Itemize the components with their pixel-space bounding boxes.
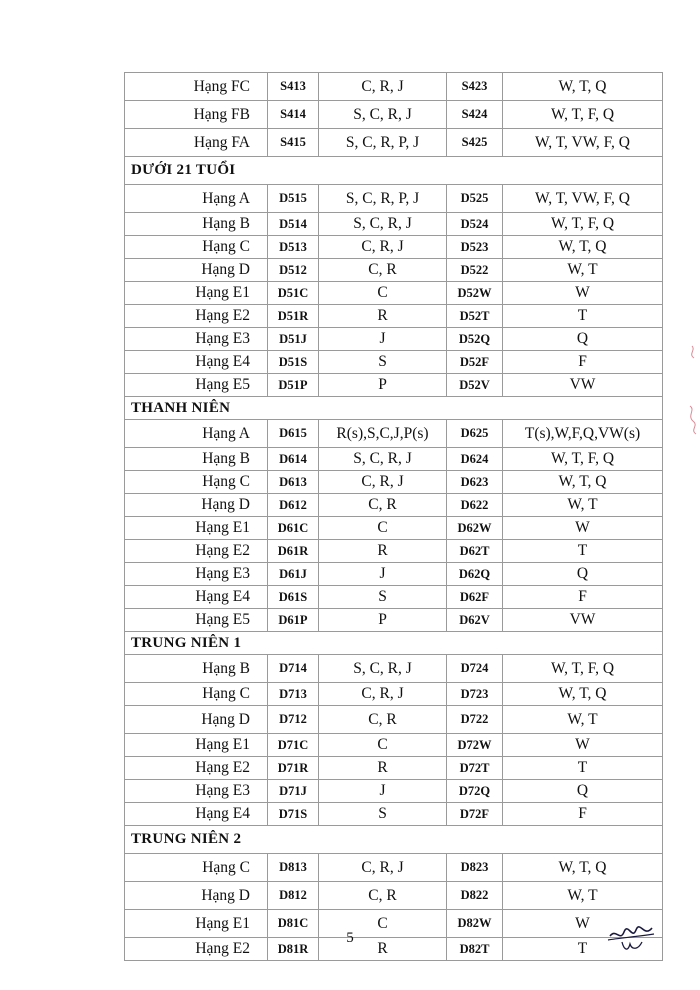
event-list: W [503, 910, 663, 938]
event-list: T [503, 540, 663, 563]
category-name: Hạng C [125, 854, 268, 882]
table-row [125, 734, 663, 757]
event-code: D71C [268, 734, 319, 757]
table-row [125, 655, 663, 683]
event-list: S, C, R, J [319, 101, 447, 129]
category-name: Hạng E5 [125, 374, 268, 397]
margin-stamp-mark [682, 340, 700, 440]
event-code: D72F [447, 803, 503, 826]
category-name: Hạng E4 [125, 351, 268, 374]
category-name: Hạng C [125, 683, 268, 706]
event-list: P [319, 374, 447, 397]
event-list: S, C, R, J [319, 448, 447, 471]
event-code: D82T [447, 938, 503, 961]
event-code: S415 [268, 129, 319, 157]
event-list: J [319, 780, 447, 803]
table-body [125, 73, 663, 961]
event-code: D714 [268, 655, 319, 683]
event-list: C [319, 734, 447, 757]
table-row [125, 803, 663, 826]
event-list: W, T [503, 882, 663, 910]
event-code: D623 [447, 471, 503, 494]
table-row [125, 328, 663, 351]
event-code: D71R [268, 757, 319, 780]
event-code: D813 [268, 854, 319, 882]
event-code: D822 [447, 882, 503, 910]
event-code: D62W [447, 517, 503, 540]
table-row [125, 185, 663, 213]
event-code: D51J [268, 328, 319, 351]
category-name: Hạng E1 [125, 734, 268, 757]
classification-table [124, 72, 663, 961]
category-name: Hạng D [125, 494, 268, 517]
event-list: T [503, 757, 663, 780]
event-code: D51S [268, 351, 319, 374]
table-row [125, 540, 663, 563]
event-list: C, R [319, 882, 447, 910]
table-row [125, 351, 663, 374]
event-code: D62V [447, 609, 503, 632]
event-code: D723 [447, 683, 503, 706]
event-list: C, R, J [319, 73, 447, 101]
event-list: R [319, 757, 447, 780]
table-row [125, 854, 663, 882]
event-list: W, T, Q [503, 471, 663, 494]
event-code: D52T [447, 305, 503, 328]
event-code: D713 [268, 683, 319, 706]
category-name: Hạng D [125, 706, 268, 734]
event-list: Q [503, 780, 663, 803]
event-list: T [503, 938, 663, 961]
event-list: W, T, F, Q [503, 213, 663, 236]
category-name: Hạng E2 [125, 757, 268, 780]
event-code: D625 [447, 420, 503, 448]
section-title: TRUNG NIÊN 2 [125, 826, 663, 854]
event-code: D52Q [447, 328, 503, 351]
event-list: C, R [319, 494, 447, 517]
event-code: D72W [447, 734, 503, 757]
event-code: D52W [447, 282, 503, 305]
event-code: D52V [447, 374, 503, 397]
table-row [125, 73, 663, 101]
table-row [125, 448, 663, 471]
event-list: Q [503, 328, 663, 351]
table-row [125, 236, 663, 259]
event-list: W, T, F, Q [503, 655, 663, 683]
event-code: D61C [268, 517, 319, 540]
category-name: Hạng E1 [125, 910, 268, 938]
event-code: D61J [268, 563, 319, 586]
event-code: D515 [268, 185, 319, 213]
event-list: C [319, 910, 447, 938]
event-code: D62T [447, 540, 503, 563]
category-name: Hạng C [125, 236, 268, 259]
event-list: T [503, 305, 663, 328]
category-name: Hạng D [125, 882, 268, 910]
table-row [125, 609, 663, 632]
event-code: D614 [268, 448, 319, 471]
event-code: D712 [268, 706, 319, 734]
event-code: D82W [447, 910, 503, 938]
category-name: Hạng B [125, 655, 268, 683]
event-list: F [503, 803, 663, 826]
event-code: D52F [447, 351, 503, 374]
category-name: Hạng E3 [125, 563, 268, 586]
event-code: D71J [268, 780, 319, 803]
event-list: W, T, F, Q [503, 448, 663, 471]
event-code: D51R [268, 305, 319, 328]
event-code: D522 [447, 259, 503, 282]
category-name: Hạng E2 [125, 305, 268, 328]
event-code: D62F [447, 586, 503, 609]
event-list: W, T, Q [503, 73, 663, 101]
event-list: C, R [319, 706, 447, 734]
event-code: D613 [268, 471, 319, 494]
event-code: D722 [447, 706, 503, 734]
event-list: W [503, 517, 663, 540]
event-code: D81C [268, 910, 319, 938]
event-code: S425 [447, 129, 503, 157]
table-row [125, 282, 663, 305]
event-list: C, R, J [319, 236, 447, 259]
section-header-row [125, 157, 663, 185]
page-number: 5 [346, 930, 354, 946]
category-name: Hạng A [125, 185, 268, 213]
event-list: S [319, 803, 447, 826]
event-code: D612 [268, 494, 319, 517]
event-code: S413 [268, 73, 319, 101]
event-code: D823 [447, 854, 503, 882]
event-list: F [503, 586, 663, 609]
event-list: R [319, 305, 447, 328]
table-row [125, 586, 663, 609]
event-list: J [319, 328, 447, 351]
event-code: D72T [447, 757, 503, 780]
event-list: W [503, 282, 663, 305]
event-list: F [503, 351, 663, 374]
event-code: D514 [268, 213, 319, 236]
event-list: S, C, R, P, J [319, 185, 447, 213]
event-code: D62Q [447, 563, 503, 586]
category-name: Hạng E1 [125, 282, 268, 305]
category-name: Hạng B [125, 213, 268, 236]
event-code: D81R [268, 938, 319, 961]
category-name: Hạng FA [125, 129, 268, 157]
event-list: W, T, Q [503, 683, 663, 706]
event-code: D61S [268, 586, 319, 609]
event-code: D512 [268, 259, 319, 282]
section-header-row [125, 632, 663, 655]
event-list: W, T, Q [503, 854, 663, 882]
event-list: J [319, 563, 447, 586]
event-list: Q [503, 563, 663, 586]
event-code: D51P [268, 374, 319, 397]
event-code: D525 [447, 185, 503, 213]
event-code: S423 [447, 73, 503, 101]
table-row [125, 259, 663, 282]
table-row [125, 471, 663, 494]
table-row [125, 563, 663, 586]
category-name: Hạng E1 [125, 517, 268, 540]
table-row [125, 129, 663, 157]
category-name: Hạng E4 [125, 586, 268, 609]
section-header-row [125, 826, 663, 854]
category-name: Hạng E3 [125, 780, 268, 803]
category-name: Hạng C [125, 471, 268, 494]
category-name: Hạng D [125, 259, 268, 282]
table-row [125, 494, 663, 517]
event-list: W, T [503, 259, 663, 282]
event-code: D622 [447, 494, 503, 517]
event-list: W, T [503, 706, 663, 734]
event-list: C, R, J [319, 471, 447, 494]
event-code: D523 [447, 236, 503, 259]
table-row [125, 213, 663, 236]
table-row [125, 706, 663, 734]
category-name: Hạng FC [125, 73, 268, 101]
event-list: S, C, R, J [319, 655, 447, 683]
event-list: S [319, 586, 447, 609]
category-name: Hạng E3 [125, 328, 268, 351]
event-list: C, R [319, 259, 447, 282]
event-list: W, T [503, 494, 663, 517]
event-list: R [319, 938, 447, 961]
event-code: D71S [268, 803, 319, 826]
event-list: C [319, 282, 447, 305]
event-code: D624 [447, 448, 503, 471]
event-code: D513 [268, 236, 319, 259]
section-title: TRUNG NIÊN 1 [125, 632, 663, 655]
event-code: D524 [447, 213, 503, 236]
event-code: D61P [268, 609, 319, 632]
table-row [125, 101, 663, 129]
event-code: D615 [268, 420, 319, 448]
event-list: VW [503, 609, 663, 632]
event-code: S424 [447, 101, 503, 129]
event-code: S414 [268, 101, 319, 129]
table-row [125, 305, 663, 328]
section-title: DƯỚI 21 TUỔI [125, 157, 663, 185]
section-title: THANH NIÊN [125, 397, 663, 420]
table-row [125, 780, 663, 803]
signature-icon [604, 920, 656, 954]
event-list: W, T, VW, F, Q [503, 185, 663, 213]
event-list: W [503, 734, 663, 757]
event-list: C, R, J [319, 854, 447, 882]
event-list: VW [503, 374, 663, 397]
category-name: Hạng E2 [125, 938, 268, 961]
event-code: D724 [447, 655, 503, 683]
event-code: D812 [268, 882, 319, 910]
table-row [125, 517, 663, 540]
section-header-row [125, 397, 663, 420]
event-list: C, R, J [319, 683, 447, 706]
event-code: D51C [268, 282, 319, 305]
category-name: Hạng E4 [125, 803, 268, 826]
event-list: S, C, R, P, J [319, 129, 447, 157]
event-list: S, C, R, J [319, 213, 447, 236]
event-list: C [319, 517, 447, 540]
event-code: D61R [268, 540, 319, 563]
event-list: R(s),S,C,J,P(s) [319, 420, 447, 448]
table-row [125, 420, 663, 448]
event-code: D72Q [447, 780, 503, 803]
event-list: R [319, 540, 447, 563]
category-name: Hạng FB [125, 101, 268, 129]
event-list: W, T, Q [503, 236, 663, 259]
category-name: Hạng A [125, 420, 268, 448]
category-name: Hạng B [125, 448, 268, 471]
table-row [125, 683, 663, 706]
event-list: W, T, F, Q [503, 101, 663, 129]
event-list: S [319, 351, 447, 374]
event-list: W, T, VW, F, Q [503, 129, 663, 157]
event-list: P [319, 609, 447, 632]
category-name: Hạng E2 [125, 540, 268, 563]
table-row [125, 757, 663, 780]
event-list: T(s),W,F,Q,VW(s) [503, 420, 663, 448]
table-row [125, 882, 663, 910]
category-name: Hạng E5 [125, 609, 268, 632]
table-row [125, 374, 663, 397]
